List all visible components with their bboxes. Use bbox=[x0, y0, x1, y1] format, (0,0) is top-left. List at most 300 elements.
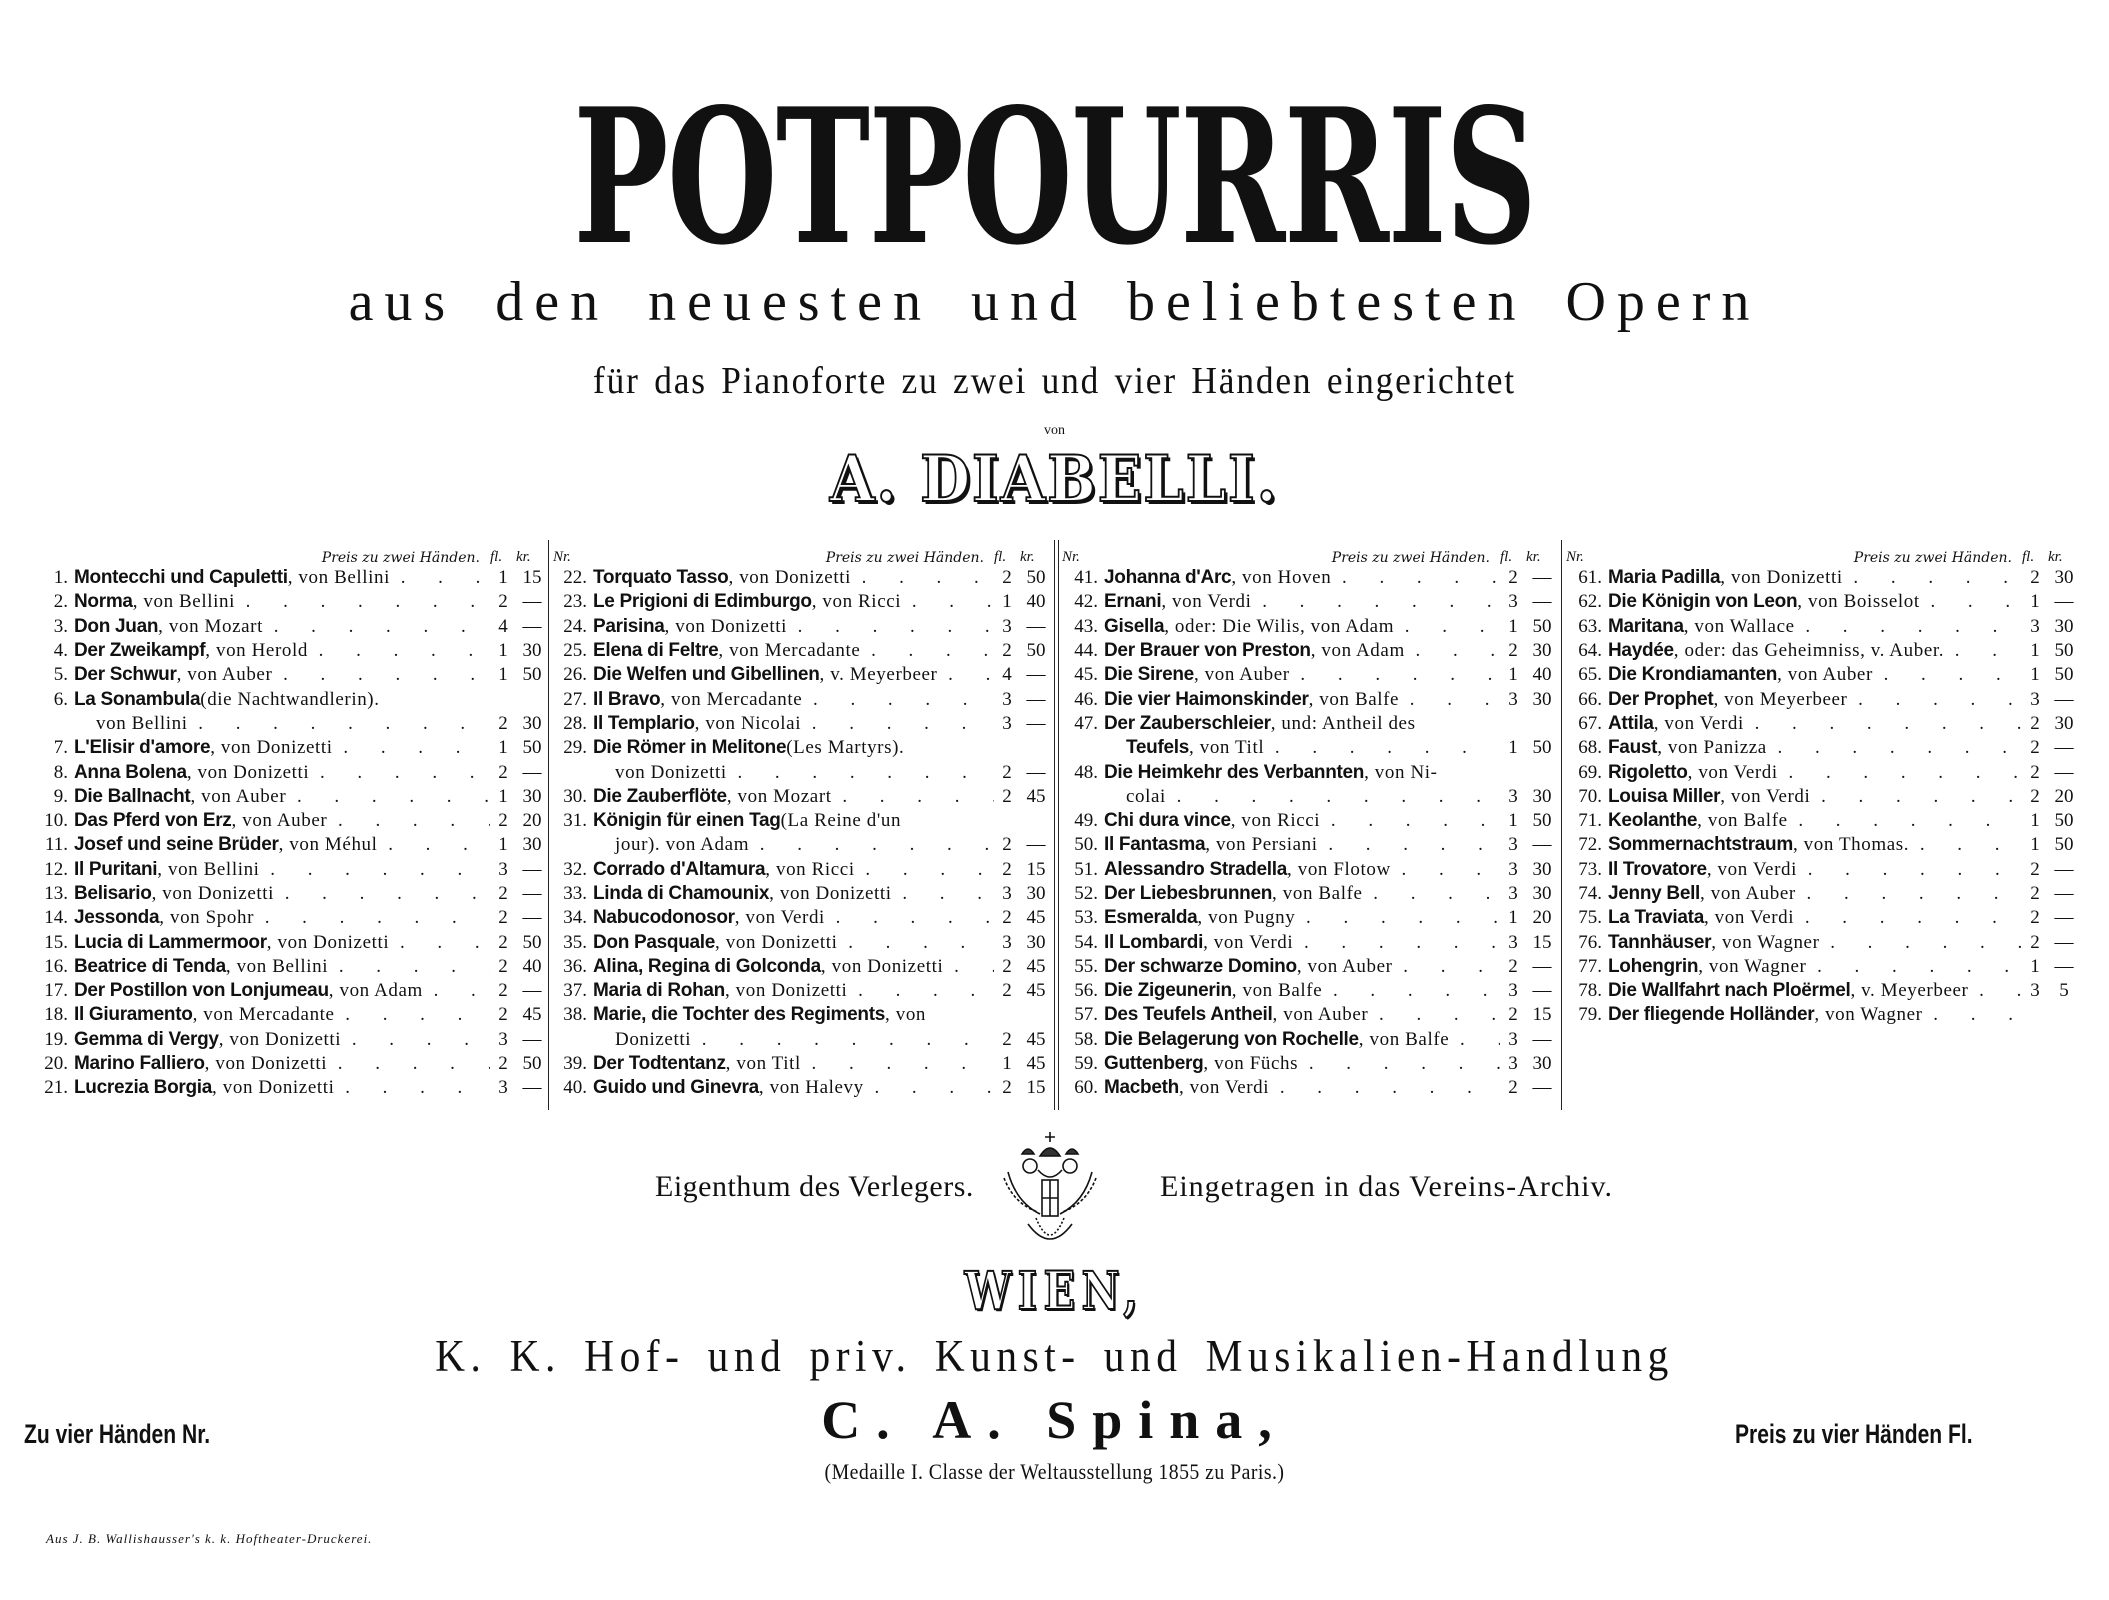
opera-title: Tannhäuser bbox=[1608, 931, 1712, 953]
list-item bbox=[16, 1003, 548, 1027]
dot-leader bbox=[1968, 980, 2022, 1002]
opera-title: Der Todtentanz bbox=[593, 1053, 726, 1075]
price-kreuzer: 30 bbox=[1532, 640, 1552, 662]
list-item bbox=[1062, 1076, 1558, 1100]
dot-leader bbox=[1252, 591, 1501, 613]
entry-number: 79. bbox=[1578, 1004, 1602, 1026]
entry-text bbox=[1104, 591, 1500, 613]
opera-title: Die Römer in Melitone bbox=[593, 737, 787, 759]
price-kreuzer: 30 bbox=[1532, 785, 1552, 807]
header-kr: kr. bbox=[516, 549, 531, 565]
list-item bbox=[16, 736, 548, 760]
entry-text bbox=[593, 859, 994, 881]
composer: , von Verdi bbox=[1653, 712, 1744, 734]
entry-number: 56. bbox=[1074, 980, 1098, 1002]
list-item bbox=[16, 882, 548, 906]
dot-leader bbox=[801, 1053, 994, 1075]
entry-number: 52. bbox=[1074, 883, 1098, 904]
dot-leader bbox=[260, 859, 490, 881]
composer: von Bellini bbox=[96, 712, 188, 734]
entry-text bbox=[74, 834, 490, 856]
catalog-column bbox=[1566, 540, 2080, 1028]
price-florin: 3 bbox=[1508, 1028, 1518, 1050]
opera-title: Beatrice di Tenda bbox=[74, 955, 226, 977]
entry-text bbox=[74, 664, 490, 686]
composer: jour). von Adam bbox=[615, 834, 750, 856]
dot-leader bbox=[832, 786, 994, 808]
opera-title: La Sonambula bbox=[74, 688, 201, 710]
list-item bbox=[1062, 639, 1558, 663]
opera-title: Guido und Ginevra bbox=[593, 1077, 759, 1099]
opera-title: Der Liebesbrunnen bbox=[1104, 883, 1273, 904]
composer: , von bbox=[885, 1004, 927, 1026]
printer-imprint: Aus J. B. Wallishausser's k. k. Hoftheater-Druckerei. bbox=[46, 1531, 373, 1546]
header-nr: Nr. bbox=[553, 549, 571, 565]
opera-title: Il Lombardi bbox=[1104, 931, 1204, 953]
entry-text bbox=[74, 591, 490, 613]
header-nr: Nr. bbox=[1566, 549, 1584, 565]
price-florin: 3 bbox=[1508, 883, 1518, 904]
entry-number: 69. bbox=[1578, 761, 1602, 783]
composer: , und: Antheil des bbox=[1270, 712, 1416, 734]
header-nr: Nr. bbox=[1062, 549, 1080, 565]
list-item bbox=[1062, 833, 1558, 857]
entry-number: 72. bbox=[1578, 834, 1602, 856]
entry-text bbox=[1104, 762, 1500, 784]
list-item bbox=[1566, 639, 2080, 663]
opera-title: Il Giuramento bbox=[74, 1004, 193, 1026]
entry-number: 18. bbox=[44, 1004, 68, 1026]
entry-number: 44. bbox=[1074, 640, 1098, 662]
entry-text bbox=[593, 1077, 994, 1099]
opera-title: Marie, die Tochter des Regiments bbox=[593, 1004, 886, 1026]
entry-number: 75. bbox=[1578, 907, 1602, 929]
entry-number: 78. bbox=[1578, 980, 1602, 1002]
price-florin: 2 bbox=[1002, 761, 1012, 783]
entry-text bbox=[74, 1029, 490, 1051]
price-kreuzer: 30 bbox=[522, 712, 542, 734]
composer: , von Nicolai bbox=[694, 712, 802, 734]
composer: , von Verdi bbox=[1720, 785, 1811, 807]
opera-title: Faust bbox=[1608, 737, 1658, 759]
composer: , von Balfe bbox=[1231, 980, 1323, 1002]
composer: , von Spohr bbox=[159, 907, 255, 929]
composer: , von Wagner bbox=[1814, 1004, 1923, 1026]
column-header bbox=[1566, 540, 2080, 566]
dot-leader bbox=[1298, 1053, 1500, 1075]
list-item bbox=[553, 785, 1052, 809]
price-kreuzer: 30 bbox=[522, 640, 542, 662]
list-item bbox=[1566, 809, 2080, 833]
price-florin: 2 bbox=[1508, 640, 1518, 662]
dot-leader bbox=[1810, 786, 2022, 808]
entry-number: 63. bbox=[1578, 615, 1602, 637]
entry-number: 60. bbox=[1074, 1077, 1098, 1099]
dot-leader bbox=[235, 591, 490, 613]
dot-leader bbox=[1394, 616, 1500, 638]
opera-title: Die Königin von Leon bbox=[1608, 591, 1798, 613]
column-header bbox=[1062, 540, 1558, 566]
price-kreuzer: — bbox=[2054, 907, 2074, 929]
composer: , von Wallace bbox=[1683, 615, 1795, 637]
price-kreuzer: 45 bbox=[1026, 955, 1046, 977]
list-item bbox=[1566, 566, 2080, 590]
dot-leader bbox=[749, 834, 994, 856]
price-kreuzer: — bbox=[1026, 688, 1046, 710]
price-florin: 2 bbox=[1002, 834, 1012, 856]
column-header bbox=[553, 540, 1052, 566]
composer: , von Donizetti bbox=[728, 567, 851, 589]
price-kreuzer: — bbox=[522, 1077, 542, 1099]
entry-number: 25. bbox=[563, 640, 587, 662]
entry-text bbox=[1608, 616, 2022, 638]
composer: (die Nachtwandlerin). bbox=[200, 688, 380, 710]
entry-number: 6. bbox=[53, 688, 68, 710]
by-label: von bbox=[1044, 423, 1065, 438]
composer: , von Auber bbox=[1777, 664, 1873, 686]
price-kreuzer: 30 bbox=[522, 785, 542, 807]
price-florin: 3 bbox=[1508, 1053, 1518, 1075]
entry-text bbox=[1104, 810, 1500, 832]
dot-leader bbox=[1820, 932, 2022, 954]
entry-text bbox=[1104, 1029, 1500, 1051]
dot-leader bbox=[254, 907, 490, 929]
price-florin: 1 bbox=[498, 567, 508, 589]
composer: , von Balfe bbox=[1272, 883, 1363, 904]
entry-text bbox=[1608, 980, 2022, 1002]
dot-leader bbox=[1778, 762, 2022, 784]
dot-leader bbox=[860, 640, 994, 662]
opera-title: Il Fantasma bbox=[1104, 834, 1206, 856]
opera-title: Don Juan bbox=[74, 615, 159, 637]
price-florin: 2 bbox=[2030, 858, 2040, 880]
price-florin: 2 bbox=[498, 761, 508, 783]
dot-leader bbox=[309, 762, 490, 784]
composer: , oder: das Geheimniss, v. Auber. bbox=[1673, 640, 1945, 662]
price-kreuzer: 45 bbox=[1026, 1028, 1046, 1050]
entry-text bbox=[593, 834, 994, 856]
price-kreuzer: — bbox=[1026, 664, 1046, 686]
entry-text bbox=[1608, 762, 2022, 784]
price-kreuzer: — bbox=[1532, 567, 1552, 589]
price-kreuzer: 50 bbox=[1532, 737, 1552, 759]
composer: , von Donizetti bbox=[820, 955, 944, 977]
composer: , von Wagner bbox=[1711, 931, 1820, 953]
dot-leader bbox=[901, 591, 994, 613]
entry-number: 3. bbox=[53, 615, 68, 637]
list-item bbox=[1062, 809, 1558, 833]
list-item bbox=[1062, 1003, 1558, 1027]
composer: , von Donizetti bbox=[204, 1053, 328, 1075]
entry-text bbox=[74, 810, 490, 832]
entry-number: 45. bbox=[1074, 664, 1098, 686]
list-item bbox=[16, 906, 548, 930]
dot-leader bbox=[851, 567, 994, 589]
composer: , von Auber bbox=[1700, 883, 1796, 904]
entry-text bbox=[593, 1004, 994, 1026]
composer: , von Ni- bbox=[1364, 761, 1438, 783]
list-item bbox=[553, 712, 1052, 736]
price-kreuzer: — bbox=[522, 761, 542, 783]
dot-leader bbox=[188, 713, 490, 735]
price-florin: 2 bbox=[1002, 1028, 1012, 1050]
opera-title: Rigoletto bbox=[1608, 761, 1688, 783]
list-item bbox=[553, 663, 1052, 687]
entry-text bbox=[1104, 713, 1500, 735]
price-florin: 1 bbox=[498, 664, 508, 686]
price-florin: 1 bbox=[1508, 737, 1518, 759]
header-fl: fl. bbox=[490, 549, 503, 565]
list-item bbox=[1062, 663, 1558, 687]
price-kreuzer: 15 bbox=[1532, 931, 1552, 953]
opera-title: Attila bbox=[1608, 712, 1654, 734]
composer: , von Mozart bbox=[726, 785, 832, 807]
list-item bbox=[553, 955, 1052, 979]
dot-leader bbox=[1405, 640, 1500, 662]
dot-leader bbox=[802, 689, 994, 711]
entry-text bbox=[593, 713, 994, 735]
dot-leader bbox=[943, 956, 994, 978]
composer: , von Mercadante bbox=[660, 688, 803, 710]
entry-number: 37. bbox=[563, 980, 587, 1002]
entry-text bbox=[593, 810, 994, 832]
price-florin: 2 bbox=[1002, 640, 1012, 662]
price-florin: 2 bbox=[498, 810, 508, 832]
entry-number: 74. bbox=[1578, 883, 1602, 904]
dot-leader bbox=[1322, 980, 1500, 1002]
price-florin: 3 bbox=[1002, 712, 1012, 734]
price-florin: 2 bbox=[498, 712, 508, 734]
dot-leader bbox=[838, 932, 995, 954]
dot-leader bbox=[378, 834, 490, 856]
entry-number: 47. bbox=[1074, 712, 1098, 734]
dot-leader bbox=[1806, 956, 2022, 978]
price-florin: 1 bbox=[1508, 615, 1518, 637]
composer: , von Flotow bbox=[1287, 858, 1391, 880]
price-kreuzer: 30 bbox=[522, 834, 542, 856]
dot-leader bbox=[1295, 907, 1500, 929]
list-item bbox=[16, 615, 548, 639]
price-kreuzer: 15 bbox=[1026, 1077, 1046, 1099]
list-item bbox=[16, 809, 548, 833]
list-item bbox=[1566, 930, 2080, 954]
price-kreuzer: 50 bbox=[1532, 615, 1552, 637]
composer: , von Verdi bbox=[1161, 591, 1252, 613]
opera-title: Der Schwur bbox=[74, 664, 177, 686]
price-florin: 3 bbox=[2030, 688, 2040, 710]
entry-text bbox=[1104, 834, 1500, 856]
list-item bbox=[1062, 687, 1558, 711]
composer-text: A. DIABELLI. bbox=[830, 442, 1279, 517]
price-kreuzer: 50 bbox=[522, 1053, 542, 1075]
price-florin: 1 bbox=[1508, 907, 1518, 929]
price-florin: 3 bbox=[1002, 615, 1012, 637]
list-item bbox=[1566, 687, 2080, 711]
composer: Donizetti bbox=[615, 1028, 692, 1050]
entry-text bbox=[74, 1077, 490, 1099]
list-item bbox=[553, 590, 1052, 614]
list-item bbox=[553, 809, 1052, 833]
list-item bbox=[553, 687, 1052, 711]
list-item bbox=[1566, 1003, 2080, 1027]
dot-leader bbox=[1796, 883, 2022, 905]
entry-number: 31. bbox=[563, 810, 587, 832]
dot-leader bbox=[286, 786, 490, 808]
list-item bbox=[16, 760, 548, 784]
opera-title: Maria Padilla bbox=[1608, 567, 1721, 589]
composer: , von Donizetti bbox=[266, 931, 390, 953]
entry-text bbox=[1104, 567, 1500, 589]
list-item bbox=[553, 882, 1052, 906]
opera-title: Die Zauberflöte bbox=[593, 785, 727, 807]
list-item bbox=[553, 566, 1052, 590]
price-florin: 2 bbox=[498, 955, 508, 977]
price-kreuzer: — bbox=[1026, 615, 1046, 637]
price-kreuzer: 20 bbox=[1532, 907, 1552, 929]
header-fl: fl. bbox=[994, 549, 1007, 565]
dot-leader bbox=[1788, 810, 2022, 832]
medal-note: (Medaille I. Classe der Weltausstellung 1855 zu Paris.) bbox=[824, 1459, 1285, 1484]
dot-leader bbox=[341, 1029, 490, 1051]
opera-title: Il Trovatore bbox=[1608, 858, 1707, 880]
price-kreuzer: — bbox=[2054, 737, 2074, 759]
opera-title: Jessonda bbox=[74, 907, 160, 929]
entry-number: 27. bbox=[563, 688, 587, 710]
list-item bbox=[16, 590, 548, 614]
opera-title: L'Elisir d'amore bbox=[74, 737, 211, 759]
entry-text bbox=[1104, 1004, 1500, 1026]
price-kreuzer: — bbox=[1532, 591, 1552, 613]
composer: von Donizetti bbox=[615, 761, 727, 783]
dot-leader bbox=[274, 883, 490, 905]
opera-title: Die Wallfahrt nach Ploërmel bbox=[1608, 980, 1851, 1002]
composer: , von Auber bbox=[190, 785, 287, 807]
price-kreuzer: 50 bbox=[522, 664, 542, 686]
dot-leader bbox=[389, 932, 490, 954]
price-kreuzer: — bbox=[2054, 688, 2074, 710]
entry-number: 50. bbox=[1074, 834, 1098, 856]
list-item bbox=[1062, 712, 1558, 736]
price-kreuzer: — bbox=[2054, 931, 2074, 953]
list-item bbox=[1062, 906, 1558, 930]
price-florin: 1 bbox=[2030, 640, 2040, 662]
entry-text bbox=[1608, 810, 2022, 832]
opera-title: Il Templario bbox=[593, 712, 695, 734]
opera-title: Guttenberg bbox=[1104, 1053, 1204, 1075]
price-florin: 2 bbox=[498, 883, 508, 904]
opera-title: Königin für einen Tag bbox=[593, 810, 781, 832]
opera-title: Le Prigioni di Edimburgo bbox=[593, 591, 812, 613]
entry-number: 21. bbox=[44, 1077, 68, 1099]
opera-title: Il Bravo bbox=[593, 688, 661, 710]
entry-number: 12. bbox=[44, 858, 68, 880]
entry-text bbox=[1608, 640, 2022, 662]
dot-leader bbox=[1399, 689, 1500, 711]
price-florin: 2 bbox=[498, 931, 508, 953]
entry-number: 2. bbox=[53, 591, 68, 613]
dot-leader bbox=[892, 883, 994, 905]
opera-title: Belisario bbox=[74, 883, 152, 904]
entry-text bbox=[1608, 1004, 2022, 1026]
entry-text bbox=[1104, 980, 1500, 1002]
list-item bbox=[16, 955, 548, 979]
dot-leader bbox=[855, 859, 994, 881]
entry-number: 4. bbox=[53, 640, 68, 662]
entry-text bbox=[74, 956, 490, 978]
price-florin: 1 bbox=[498, 834, 508, 856]
entry-number: 76. bbox=[1578, 931, 1602, 953]
price-kreuzer: — bbox=[2054, 955, 2074, 977]
opera-title: Die Belagerung von Rochelle bbox=[1104, 1028, 1359, 1050]
opera-title: Josef und seine Brüder bbox=[74, 834, 279, 856]
opera-title: Lucrezia Borgia bbox=[74, 1077, 213, 1099]
dot-leader bbox=[328, 956, 490, 978]
composer: , von Boisselot bbox=[1797, 591, 1920, 613]
column-divider bbox=[548, 540, 549, 1110]
dot-leader bbox=[847, 980, 994, 1002]
opera-title: Ernani bbox=[1104, 591, 1162, 613]
list-item-continuation bbox=[553, 833, 1052, 857]
price-kreuzer: 50 bbox=[2054, 640, 2074, 662]
header-fl: fl. bbox=[1500, 549, 1513, 565]
dot-leader bbox=[1944, 640, 2022, 662]
entry-number: 10. bbox=[44, 810, 68, 832]
entry-text bbox=[1104, 1053, 1500, 1075]
list-item bbox=[553, 906, 1052, 930]
list-item bbox=[553, 1003, 1052, 1027]
header-price: Preis zu zwei Händen. bbox=[1331, 550, 1490, 566]
price-kreuzer: 45 bbox=[1026, 785, 1046, 807]
entry-text bbox=[74, 713, 490, 735]
price-kreuzer: 40 bbox=[522, 955, 542, 977]
price-florin: 2 bbox=[1002, 567, 1012, 589]
dot-leader bbox=[1767, 737, 2022, 759]
header-price: Preis zu zwei Händen. bbox=[1853, 550, 2012, 566]
entry-number: 68. bbox=[1578, 737, 1602, 759]
dot-leader bbox=[1873, 664, 2022, 686]
entry-number: 40. bbox=[563, 1077, 587, 1099]
entry-number: 48. bbox=[1074, 761, 1098, 783]
list-item bbox=[1062, 615, 1558, 639]
opera-title: Der Prophet bbox=[1608, 688, 1714, 710]
list-item bbox=[16, 979, 548, 1003]
price-florin: 2 bbox=[2030, 907, 2040, 929]
price-florin: 4 bbox=[1002, 664, 1012, 686]
list-item bbox=[553, 736, 1052, 760]
price-florin: 2 bbox=[1508, 955, 1518, 977]
list-item bbox=[1062, 566, 1558, 590]
price-kreuzer: — bbox=[2054, 883, 2074, 904]
opera-title: Gemma di Vergy bbox=[74, 1028, 219, 1050]
entry-text bbox=[1608, 956, 2022, 978]
header-kr: kr. bbox=[2048, 549, 2063, 565]
composer: , von Balfe bbox=[1358, 1028, 1450, 1050]
subtitle: aus den neuesten und beliebtesten Opern bbox=[348, 271, 1761, 333]
city-text: WIEN, bbox=[964, 1261, 1145, 1322]
entry-text bbox=[593, 689, 994, 711]
price-florin: 2 bbox=[498, 907, 508, 929]
price-florin: 1 bbox=[498, 640, 508, 662]
entry-text bbox=[1104, 883, 1500, 905]
entry-number: 58. bbox=[1074, 1028, 1098, 1050]
list-item bbox=[1566, 979, 2080, 1003]
list-item bbox=[1566, 858, 2080, 882]
four-hands-number-label: Zu vier Händen Nr. bbox=[24, 1419, 211, 1449]
price-kreuzer: 30 bbox=[2054, 615, 2074, 637]
price-kreuzer: — bbox=[522, 1028, 542, 1050]
dot-leader bbox=[1923, 1004, 2022, 1026]
price-kreuzer: 30 bbox=[2054, 712, 2074, 734]
